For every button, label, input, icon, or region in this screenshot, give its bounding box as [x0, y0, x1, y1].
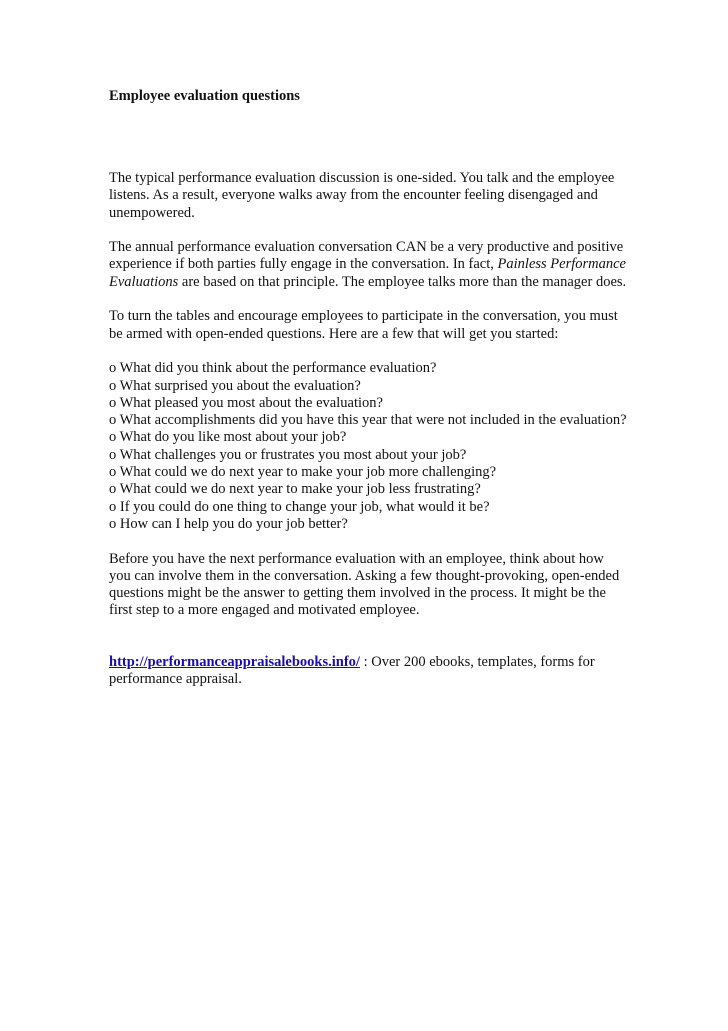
principle-text-before: The annual performance evaluation conversation CAN be a very productive and positive experience if both parties fully engage in the conversation. In fact,	[109, 239, 624, 273]
questions-intro-paragraph: To turn the tables and encourage employees to participate in the conversation, you must be armed with open-ended questions. Here are a few that will get you started:	[109, 308, 618, 342]
list-item: o What do you like most about your job?	[109, 429, 347, 446]
list-item: o What could we do next year to make your job less frustrating?	[109, 481, 481, 498]
list-item: o What did you think about the performance evaluation?	[109, 360, 437, 377]
list-item: o What accomplishments did you have this year that were not included in the evaluation?	[109, 412, 627, 429]
ebooks-link[interactable]: http://performanceappraisalebooks.info/	[109, 653, 360, 670]
closing-paragraph: Before you have the next performance evaluation with an employee, think about how you can involve them in the conversation. Asking a few thought-provoking, open-ended questions might be the answer to getting them involved in the process. It might be the first step to a more engaged and motivated employee.	[109, 550, 620, 619]
questions-list	[109, 360, 629, 533]
list-item: o If you could do one thing to change your job, what would it be?	[109, 498, 490, 515]
list-item: o What surprised you about the evaluation?	[109, 377, 361, 394]
list-item: o What pleased you most about the evaluation?	[109, 394, 383, 411]
footer-description: : Over 200 ebooks, templates, forms for performance appraisal.	[109, 653, 595, 688]
book-title-emphasis: Painless Performance Evaluations	[109, 256, 626, 290]
list-item: o What challenges you or frustrates you most about your job?	[109, 446, 467, 463]
document-title: Employee evaluation questions	[109, 88, 300, 104]
intro-paragraph: The typical performance evaluation discussion is one-sided. You talk and the employee listens. As a result, everyone walks away from the encounter feeling disengaged and unempowered.	[109, 170, 615, 221]
principle-text-after: are based on that principle. The employee talks more than the manager does.	[178, 273, 627, 290]
footer-paragraph	[109, 654, 629, 689]
list-item: o How can I help you do your job better?	[109, 515, 348, 532]
principle-paragraph	[109, 239, 629, 291]
list-item: o What could we do next year to make your job more challenging?	[109, 464, 497, 481]
document-body	[109, 170, 629, 706]
